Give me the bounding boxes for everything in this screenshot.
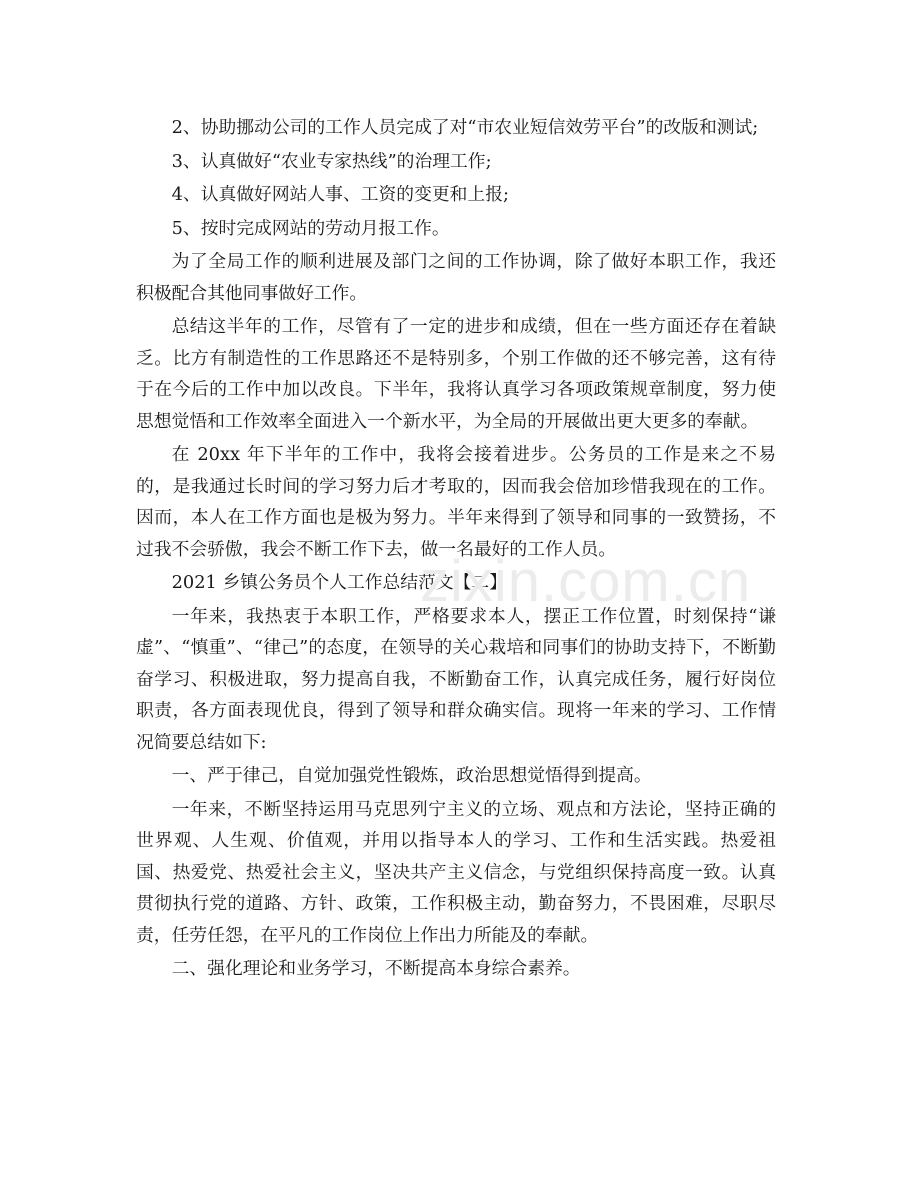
- paragraph-second-half: 在 20xx 年下半年的工作中，我将会接着进步。公务员的工作是来之不易的，是我通过长时间的学习努力后才考取的，因而我会倍加珍惜我现在的工作。因而，本人在工作方面也是极为努力。半年来得到了领导和同事的一致赞扬，不过我不会骄傲，我会不断工作下去，做一名最好的工作人员。: [136, 444, 776, 560]
- paragraph-item-2: 2、协助挪动公司的工作人员完成了对“市农业短信效劳平台”的改版和测试;: [171, 117, 759, 138]
- section-heading: 2021 乡镇公务员个人工作总结范文【二】: [171, 572, 507, 593]
- watermark: zixin.com.cn: [420, 549, 752, 614]
- paragraph-cooperation: 为了全局工作的顺利进展及部门之间的工作协调，除了做好本职工作，我还积极配合其他同事做好工作。: [136, 251, 776, 304]
- document-body: [136, 112, 776, 985]
- paragraph-item-5: 5、按时完成网站的劳动月报工作。: [171, 217, 450, 239]
- paragraph-item-4: 4、认真做好网站人事、工资的变更和上报;: [171, 184, 509, 205]
- paragraph-summary: 总结这半年的工作，尽管有了一定的进步和成绩，但在一些方面还存在着缺乏。比方有制造性的工作思路还不是特别多，个别工作做的还不够完善，这有待于在今后的工作中加以改良。下半年，我将认真学习各项政策规章制度，努力使思想觉悟和工作效率全面进入一个新水平，为全局的开展做出更大更多的奉献。: [136, 316, 776, 432]
- paragraph-intro: 一年来，我热衷于本职工作，严格要求本人，摆正工作位置，时刻保持“谦虚”、“慎重”、“律己”的态度，在领导的关心栽培和同事们的协助支持下，不断勤奋学习、积极进取，努力提高自我，不断勤奋工作，认真完成任务，履行好岗位职责，各方面表现优良，得到了领导和群众确实信。现将一年来的学习、工作情况简要总结如下:: [136, 605, 776, 753]
- subheading-one: 一、严于律己，自觉加强党性锻炼，政治思想觉悟得到提高。: [171, 765, 652, 786]
- paragraph-political: 一年来，不断坚持运用马克思列宁主义的立场、观点和方法论，坚持正确的世界观、人生观、价值观，并用以指导本人的学习、工作和生活实践。热爱祖国、热爱党、热爱社会主义，坚决共产主义信念，与党组织保持高度一致。认真贯彻执行党的道路、方针、政策，工作积极主动，勤奋努力，不畏困难，尽职尽责，任劳任怨，在平凡的工作岗位上作出力所能及的奉献。: [136, 798, 776, 946]
- subheading-two: 二、强化理论和业务学习，不断提高本身综合素养。: [171, 958, 581, 979]
- paragraph-item-3: 3、认真做好“农业专家热线”的治理工作;: [171, 150, 492, 172]
